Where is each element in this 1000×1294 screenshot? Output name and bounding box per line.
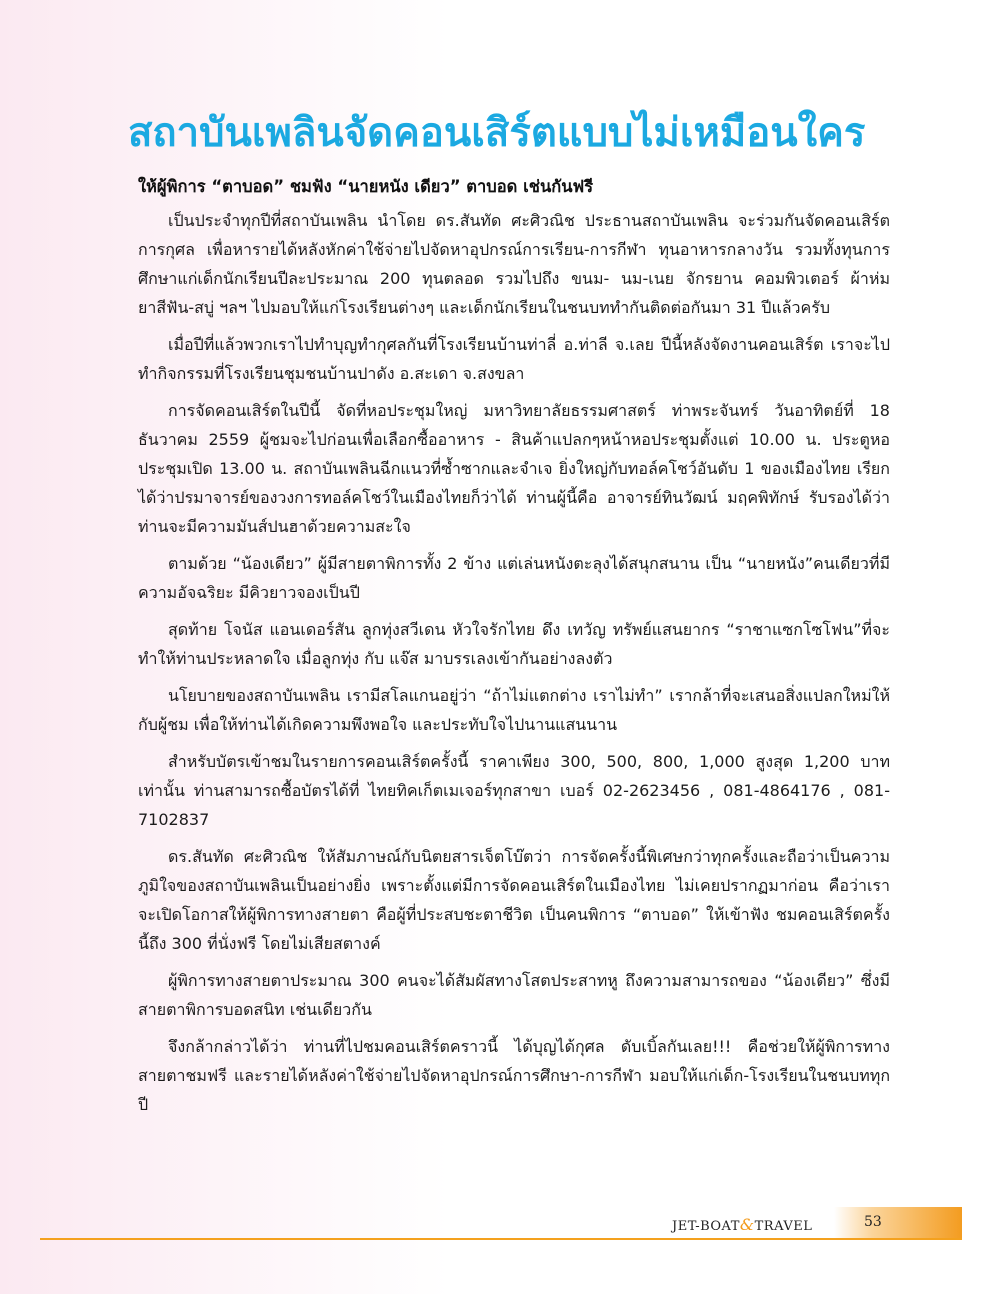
paragraph-7: สำหรับบัตรเข้าชมในรายการคอนเสิร์ตครั้งนี้ ราคาเพียง 300, 500, 800, 1,000 สูงสุด 1,200 บาท เท่านั้น ท่านสามารถซื้อบัตรได้ที่ ไทยทิคเก็ตเมเจอร์ทุกสาขา เบอร์ 02-2623456 , 081-4864176 , 081-7102837 [138, 752, 890, 829]
paragraph-5: สุดท้าย โจนัส แอนเดอร์สัน ลูกทุ่งสวีเดน หัวใจรักไทย ดึง เทวัญ ทรัพย์แสนยากร “ราชาแซกโซโฟน”ที่จะทำให้ท่านประหลาดใจ เมื่อลูกทุ่ง กับ แจ๊ส มาบรรเลงเข้ากันอย่างลงตัว [138, 620, 890, 668]
paragraph-2: เมื่อปีที่แล้วพวกเราไปทำบุญทำกุศลกันที่โรงเรียนบ้านท่าลี่ อ.ท่าลี จ.เลย ปีนี้หลังจัดงานคอนเสิร์ต เราจะไปทำกิจกรรมที่โรงเรียนชุมชนบ้านปาดัง อ.สะเดา จ.สงขลา [138, 335, 890, 383]
footer-brand-left: JET-BOAT [672, 1219, 740, 1234]
article-body [138, 206, 890, 1127]
subtitle: ให้ผู้พิการ “ตาบอด” ชมฟัง “นายหนัง เดียว” ตาบอด เช่นกันฟรี [138, 177, 594, 196]
paragraph-3: การจัดคอนเสิร์ตในปีนี้ จัดที่หอประชุมใหญ่ มหาวิทยาลัยธรรมศาสตร์ ท่าพระจันทร์ วันอาทิตย์ที่ 18 ธันวาคม 2559 ผู้ชมจะไปก่อนเพื่อเลือกซื้ออาหาร - สินค้าแปลกๆหน้าหอประชุมตั้งแต่ 10.00 น. ประตูหอประชุมเปิด 13.00 น. สถาบันเพลินฉีกแนวที่ซ้ำซากและจำเจ ยิ่งใหญ่กับทอล์คโชว์อันดับ 1 ของเมืองไทย เรียกได้ว่าปรมาจารย์ของวงการทอล์คโชว์ในเมืองไทยก็ว่าได้ ท่านผู้นี้คือ อาจารย์ทินวัฒน์ มฤคพิทักษ์ รับรองได้ว่าท่านจะมีความมันส์ปนฮาด้วยความสะใจ [138, 401, 890, 536]
footer-brand-right: TRAVEL [754, 1219, 813, 1234]
paragraph-9: ผู้พิการทางสายตาประมาณ 300 คนจะได้สัมผัสทางโสตประสาทหู ถึงความสามารถของ “น้องเดียว” ซึ่งมีสายตาพิการบอดสนิท เช่นเดียวกัน [138, 971, 890, 1019]
paragraph-1: เป็นประจำทุกปีที่สถาบันเพลิน นำโดย ดร.สันทัด ศะศิวณิช ประธานสถาบันเพลิน จะร่วมกันจัดคอนเสิร์ตการกุศล เพื่อหารายได้หลังหักค่าใช้จ่ายไปจัดหาอุปกรณ์การเรียน-การกีฬา ทุนอาหารกลางวัน รวมทั้งทุนการศึกษาแก่เด็กนักเรียนปีละประมาณ 200 ทุนตลอด รวมไปถึง ขนม- นม-เนย จักรยาน คอมพิวเตอร์ ผ้าห่ม ยาสีฟัน-สบู่ ฯลฯ ไปมอบให้แก่โรงเรียนต่างๆ และเด็กนักเรียนในชนบททำกันติดต่อกันมา 31 ปีแล้วครับ [138, 211, 890, 317]
paragraph-8: ดร.สันทัด ศะศิวณิช ให้สัมภาษณ์กับนิตยสารเจ็ตโบ๊ตว่า การจัดครั้งนี้พิเศษกว่าทุกครั้งและถือว่าเป็นความภูมิใจของสถาบันเพลินเป็นอย่างยิ่ง เพราะตั้งแต่มีการจัดคอนเสิร์ตในเมืองไทย ไม่เคยปรากฏมาก่อน คือว่าเราจะเปิดโอกาสให้ผู้พิการทางสายตา คือผู้ที่ประสบชะตาชีวิต เป็นคนพิการ “ตาบอด” ให้เข้าฟัง ชมคอนเสิร์ตครั้งนี้ถึง 300 ที่นั่งฟรี โดยไม่เสียสตางค์ [138, 847, 890, 953]
page-number-tab [834, 1207, 962, 1239]
paragraph-4: ตามด้วย “น้องเดียว” ผู้มีสายตาพิการทั้ง 2 ข้าง แต่เล่นหนังตะลุงได้สนุกสนาน เป็น “นายหนัง”คนเดียวที่มีความอัจฉริยะ มีคิวยาวจองเป็นปี [138, 554, 890, 602]
footer-brand [672, 1215, 812, 1234]
footer-brand-amp: & [739, 1215, 755, 1234]
footer-rule [40, 1238, 962, 1240]
paragraph-6: นโยบายของสถาบันเพลิน เรามีสโลแกนอยู่ว่า “ถ้าไม่แตกต่าง เราไม่ทำ” เรากล้าที่จะเสนอสิ่งแปลกใหม่ให้กับผู้ชม เพื่อให้ท่านได้เกิดความพึงพอใจ และประทับใจไปนานแสนนาน [138, 686, 890, 734]
paragraph-10: จึงกล้ากล่าวได้ว่า ท่านที่ไปชมคอนเสิร์ตคราวนี้ ได้บุญได้กุศล ดับเบิ้ลกันเลย!!! คือช่วยให้ผู้พิการทางสายตาชมฟรี และรายได้หลังค่าใช้จ่ายไปจัดหาอุปกรณ์การศึกษา-การกีฬา มอบให้แก่เด็ก-โรงเรียนในชนบททุกปี [138, 1037, 890, 1114]
page-number: 53 [864, 1214, 882, 1230]
page-title: สถาบันเพลินจัดคอนเสิร์ตแบบไม่เหมือนใคร [128, 110, 866, 156]
